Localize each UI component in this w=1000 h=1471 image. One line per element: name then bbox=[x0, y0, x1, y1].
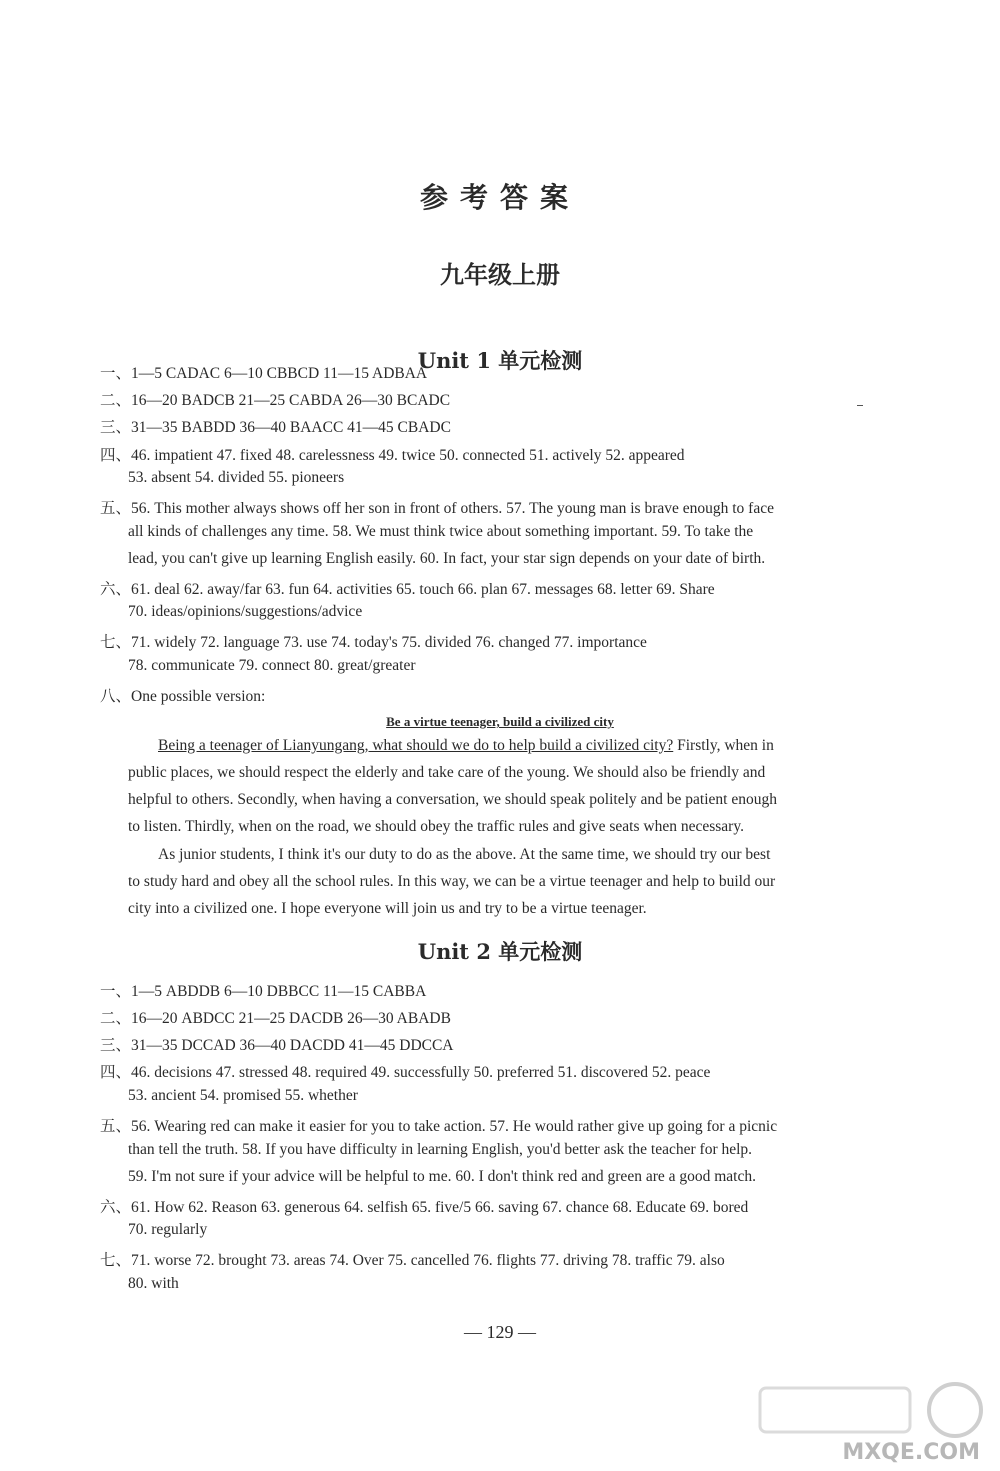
essay-line-1-underlined: Being a teenager of Lianyungang, what should we do to help build a civilized city? bbox=[158, 737, 674, 754]
unit1-line-10: 70. ideas/opinions/suggestions/advice bbox=[128, 603, 363, 620]
essay-line-4: to listen. Thirdly, when on the road, we should obey the traffic rules and give seats when necessary. bbox=[128, 818, 744, 835]
unit2-line-9: 六、61. How 62. Reason 63. generous 64. selfish 65. five/5 66. saving 67. chance 68. Educate 69. bored bbox=[100, 1199, 749, 1216]
unit1-line-1: 一、1—5 CADAC 6—10 CBBCD 11—15 ADBAA bbox=[100, 365, 428, 382]
unit1-line-13: 八、One possible version: bbox=[100, 688, 266, 705]
unit2-line-3: 三、31—35 DCCAD 36—40 DACDD 41—45 DDCCA bbox=[100, 1037, 454, 1054]
unit2-title: Unit 2 单元检测 bbox=[417, 939, 583, 964]
essay-line-3: helpful to others. Secondly, when having a conversation, we should speak politely and be patient enough bbox=[128, 791, 777, 808]
unit2-line-8: 59. I'm not sure if your advice will be helpful to me. 60. I don't think red and green are a good match. bbox=[128, 1168, 756, 1185]
unit2-line-5: 53. ancient 54. promised 55. whether bbox=[128, 1087, 358, 1104]
unit1-line-3: 三、31—35 BABDD 36—40 BAACC 41—45 CBADC bbox=[100, 419, 451, 436]
unit1-line-11: 七、71. widely 72. language 73. use 74. today's 75. divided 76. changed 77. importance bbox=[100, 634, 647, 651]
unit2-line-6: 五、56. Wearing red can make it easier for you to take action. 57. He would rather give up going for a picnic bbox=[100, 1118, 778, 1135]
unit1-line-7: all kinds of challenges any time. 58. We must think twice about something important. 59. To take the bbox=[128, 523, 754, 540]
essay-line-2: public places, we should respect the elderly and take care of the young. We should also be friendly and bbox=[128, 764, 766, 781]
essay-title: Be a virtue teenager, build a civilized city bbox=[386, 714, 614, 729]
essay-line-7: city into a civilized one. I hope everyone will join us and try to be a virtue teenager. bbox=[128, 900, 647, 917]
unit2-line-2: 二、16—20 ABDCC 21—25 DACDB 26—30 ABADB bbox=[100, 1010, 451, 1027]
stray-mark bbox=[857, 405, 863, 406]
unit1-line-5: 53. absent 54. divided 55. pioneers bbox=[128, 469, 345, 486]
unit1-line-4: 四、46. impatient 47. fixed 48. carelessness 49. twice 50. connected 51. actively 52. appeared bbox=[100, 447, 685, 464]
page-number: — 129 — bbox=[464, 1322, 536, 1342]
essay-line-1-rest: Firstly, when in bbox=[673, 737, 774, 754]
unit1-line-9: 六、61. deal 62. away/far 63. fun 64. activities 65. touch 66. plan 67. messages 68. letter 69. Share bbox=[100, 581, 715, 598]
unit2-line-10: 70. regularly bbox=[128, 1221, 208, 1238]
unit1-line-8: lead, you can't give up learning English easily. 60. In fact, your star sign depends on your date of birth. bbox=[128, 550, 766, 567]
page-title: 参考答案 bbox=[419, 181, 580, 214]
unit2-line-1: 一、1—5 ABDDB 6—10 DBBCC 11—15 CABBA bbox=[100, 983, 427, 1000]
essay-line-6: to study hard and obey all the school rules. In this way, we can be a virtue teenager and help to build our bbox=[128, 873, 776, 890]
unit1-line-12: 78. communicate 79. connect 80. great/greater bbox=[128, 657, 416, 674]
unit2-line-12: 80. with bbox=[128, 1275, 179, 1292]
unit1-line-2: 二、16—20 BADCB 21—25 CABDA 26—30 BCADC bbox=[100, 392, 451, 409]
book-title: 九年级上册 bbox=[440, 260, 560, 289]
unit1-title: Unit 1 单元检测 bbox=[417, 348, 583, 373]
unit2-line-4: 四、46. decisions 47. stressed 48. required 49. successfully 50. preferred 51. discovered 52. peace bbox=[100, 1064, 711, 1081]
unit2-line-7: than tell the truth. 58. If you have difficulty in learning English, you'd better ask the teacher for help. bbox=[128, 1141, 753, 1158]
watermark-text: MXQE.COM bbox=[842, 1440, 980, 1465]
essay-line-1 bbox=[158, 737, 938, 755]
unit1-line-6: 五、56. This mother always shows off her son in front of others. 57. The young man is brave enough to face bbox=[100, 500, 774, 517]
essay-line-5: As junior students, I think it's our duty to do as the above. At the same time, we should try our best bbox=[158, 846, 771, 863]
unit2-line-11: 七、71. worse 72. brought 73. areas 74. Over 75. cancelled 76. flights 77. driving 78. traffic 79. also bbox=[100, 1252, 725, 1269]
